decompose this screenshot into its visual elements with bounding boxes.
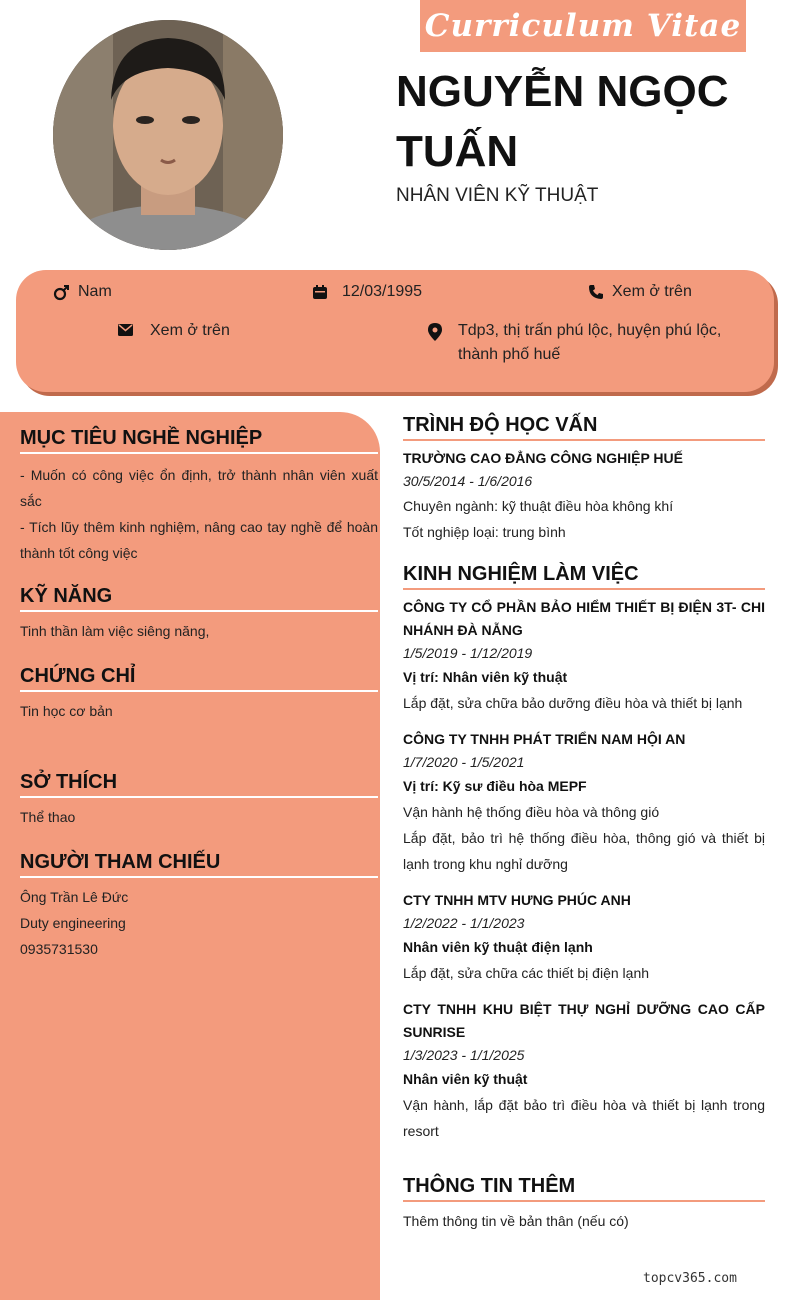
education-grade: Tốt nghiệp loại: trung bình — [403, 524, 566, 540]
job-role: Nhân viên kỹ thuật — [403, 1071, 528, 1087]
phone-icon — [588, 284, 604, 300]
gender-value: Nam — [78, 283, 112, 300]
job-desc: Lắp đặt, sửa chữa bảo dưỡng điều hòa và thiết bị lạnh — [403, 695, 743, 711]
full-name: NGUYỄN NGỌC TUẤN — [396, 67, 729, 176]
education-date: 30/5/2014 - 1/6/2016 — [403, 473, 533, 489]
phone-item — [588, 280, 692, 304]
birthday-item — [312, 280, 422, 304]
job-role: Vị trí: Kỹ sư điều hòa MEPF — [403, 778, 587, 794]
address-item — [428, 319, 728, 367]
hobbies-heading: SỞ THÍCH — [20, 771, 378, 798]
cv-banner-title: Curriculum Vitae — [424, 8, 742, 44]
job-date: 1/5/2019 - 1/12/2019 — [403, 645, 533, 661]
job-company: CTY TNHH MTV HƯNG PHÚC ANH — [403, 892, 631, 908]
education-major: Chuyên ngành: kỹ thuật điều hòa không khí — [403, 498, 674, 514]
objective-line: - Tích lũy thêm kinh nghiệm, nâng cao tay nghề để hoàn thành tốt công việc — [20, 519, 378, 561]
job-desc: Vận hành hệ thống điều hòa và thông gió — [403, 804, 660, 820]
job-entry — [403, 728, 765, 877]
job-title: NHÂN VIÊN KỸ THUẬT — [396, 185, 599, 206]
job-date: 1/7/2020 - 1/5/2021 — [403, 754, 525, 770]
avatar-photo — [53, 20, 283, 250]
certificates-text: Tin học cơ bản — [20, 703, 113, 719]
references-heading: NGƯỜI THAM CHIẾU — [20, 851, 378, 878]
school-name: TRƯỜNG CAO ĐẲNG CÔNG NGHIỆP HUẾ — [403, 450, 683, 466]
hobbies-text: Thể thao — [20, 809, 76, 825]
objective-heading: MỤC TIÊU NGHỀ NGHIỆP — [20, 427, 378, 454]
job-entry — [403, 596, 765, 716]
location-pin-icon — [428, 323, 442, 341]
job-role: Nhân viên kỹ thuật điện lạnh — [403, 939, 593, 955]
email-icon — [118, 323, 134, 337]
job-role: Vị trí: Nhân viên kỹ thuật — [403, 669, 568, 685]
avatar — [53, 20, 283, 250]
education-heading: TRÌNH ĐỘ HỌC VẤN — [403, 414, 765, 441]
birthday-value: 12/03/1995 — [342, 283, 423, 300]
calendar-icon — [312, 284, 328, 300]
reference-line: Duty engineering — [20, 915, 126, 931]
job-entry — [403, 889, 765, 986]
objective-text — [20, 462, 378, 566]
hobbies-section — [20, 771, 378, 830]
job-date: 1/3/2023 - 1/1/2025 — [403, 1047, 525, 1063]
job-company: CÔNG TY TNHH PHÁT TRIỂN NAM HỘI AN — [403, 731, 686, 747]
job-date: 1/2/2022 - 1/1/2023 — [403, 915, 525, 931]
reference-line: 0935731530 — [20, 941, 98, 957]
reference-line: Ông Trần Lê Đức — [20, 889, 129, 905]
email-value: Xem ở trên — [150, 322, 230, 339]
job-company: CÔNG TY CỔ PHẦN BẢO HIỂM THIẾT BỊ ĐIỆN 3T- CHI NHÁNH ĐÀ NẴNG — [403, 599, 765, 638]
extra-info-heading: THÔNG TIN THÊM — [403, 1175, 765, 1202]
objective-section — [20, 427, 378, 566]
phone-value: Xem ở trên — [612, 283, 692, 300]
footer-watermark: topcv365.com — [643, 1271, 737, 1286]
experience-section — [403, 563, 765, 1144]
extra-info-text: Thêm thông tin về bản thân (nếu có) — [403, 1213, 629, 1229]
gender-item — [52, 280, 112, 304]
references-section — [20, 851, 378, 962]
certificates-heading: CHỨNG CHỈ — [20, 665, 378, 692]
objective-line: - Muốn có công việc ổn định, trở thành nhân viên xuất sắc — [20, 467, 378, 509]
gender-icon — [52, 284, 70, 302]
job-entry — [403, 998, 765, 1144]
address-value: Tdp3, thị trấn phú lộc, huyện phú lộc, thành phố huế — [458, 322, 722, 363]
email-item — [118, 319, 230, 343]
job-desc: Vận hành, lắp đặt bảo trì điều hòa và thiết bị lạnh trong resort — [403, 1097, 765, 1139]
extra-info-section — [403, 1175, 765, 1234]
skills-text: Tinh thần làm việc siêng năng, — [20, 623, 210, 639]
skills-heading: KỸ NĂNG — [20, 585, 378, 612]
education-section — [403, 414, 765, 545]
job-desc: Lắp đặt, sửa chữa các thiết bị điện lạnh — [403, 965, 650, 981]
contact-info-card — [16, 270, 774, 392]
job-company: CTY TNHH KHU BIỆT THỰ NGHỈ DƯỠNG CAO CẤP SUNRISE — [403, 1001, 765, 1040]
experience-heading: KINH NGHIỆM LÀM VIỆC — [403, 563, 765, 590]
references-text — [20, 884, 378, 962]
certificates-section — [20, 665, 378, 724]
skills-section — [20, 585, 378, 644]
job-desc: Lắp đặt, bảo trì hệ thống điều hòa, thông gió và thiết bị lạnh trong khu nghỉ dưỡng — [403, 830, 765, 872]
cv-banner — [420, 0, 746, 52]
